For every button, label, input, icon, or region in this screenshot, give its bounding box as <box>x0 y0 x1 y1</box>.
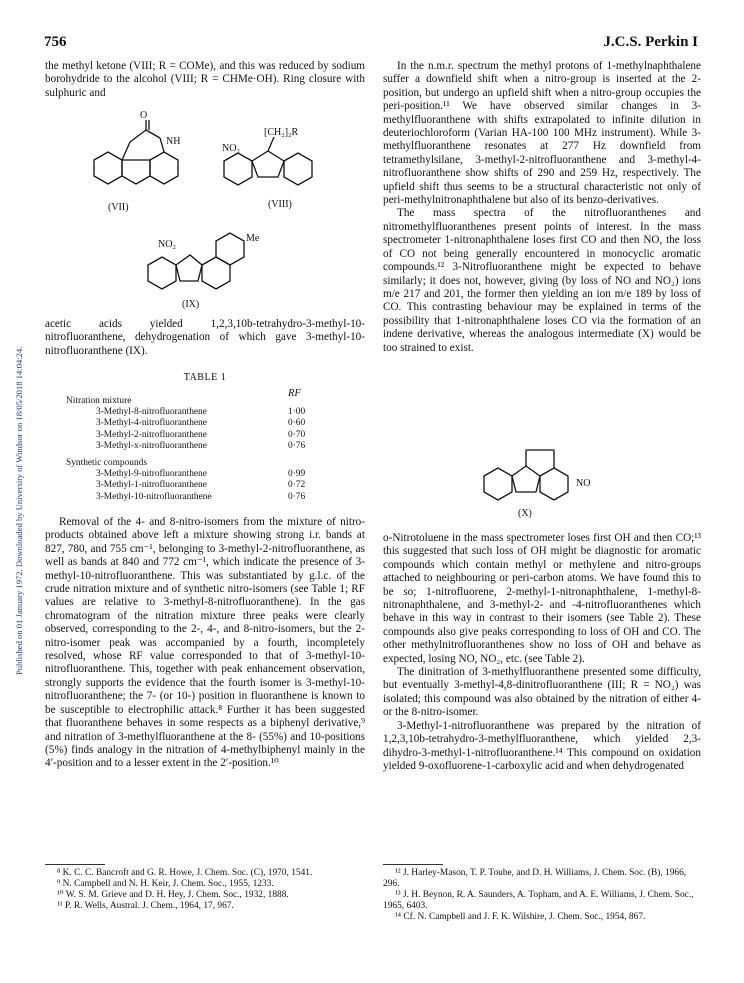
structure-x <box>478 440 608 525</box>
rf-value: 0·72 <box>288 480 306 491</box>
right-column-top <box>383 60 701 355</box>
footnote: ⁸ K. C. C. Bancroft and G. R. Howe, J. Chem. Soc. (C), 1970, 1541. <box>57 868 313 878</box>
footnote: ¹¹ P. R. Wells, Austral. J. Chem., 1964, 17, 967. <box>57 901 234 911</box>
table-row <box>66 469 326 480</box>
footnote: ¹³ J. H. Beynon, R. A. Saunders, A. Topham, and A. E. Williams, J. Chem. Soc., 1965, 6403. <box>383 890 694 911</box>
footnote: ¹⁴ Cf. N. Campbell and J. F. K. Wilshire, J. Chem. Soc., 1954, 867. <box>395 912 646 922</box>
footnote: ⁹ N. Campbell and N. H. Keir, J. Chem. Soc., 1955, 1233. <box>57 879 274 889</box>
compound-name: 3-Methyl-4-nitrofluoranthene <box>96 418 207 429</box>
table-row <box>66 492 326 503</box>
footnotes-right <box>383 868 701 923</box>
table-group-title: Synthetic compounds <box>66 458 147 469</box>
rf-value: 0·76 <box>288 491 306 502</box>
rf-value: 0·76 <box>288 440 306 451</box>
table-1-rf-header: RF <box>288 388 301 399</box>
left-para-3-text: Removal of the 4- and 8-nitro-isomers from the mixture of nitro-products obtained above left a mixture showing strong i.r. bands at 827, 780, and 755 cm⁻¹, belonging to 3-methyl-2-nitrofluoranthene, as well as bands at 840 and 772 cm⁻¹, which indicate the presence of 3-methyl-10-nitrofluoranthene. This was substantiated by g.l.c. of the crude nitration mixture and of synthetic nitro-isomers (see Table 1; RF values are relative to 3-methyl-8-nitrofluoranthene). In the gas chromatogram of the nitration mixture three peaks were clearly observed, corresponding to the 2-, 4-, and 8-nitro-isomers, but the 2-nitro-isomer peak was accompanied by a fourth, incompletely resolved, whose RF value corresponded to that of 3-methyl-10-nitrofluoranthene. This, together with peak enhancement observation, strongly supports the evidence that the fourth isomer is 3-methyl-10-nitrofluoranthene; the 7- (or 10-) position in fluoranthene is known to be susceptible to electrophilic attack.⁸ Further it has been suggested that fluoranthene behaves in some respects as a biphenyl derivative,⁹ and nitration of 3-methylfluoranthene at the 8- (55%) and 10-positions (5%) finds analogy in the nitration of 4-methylbiphenyl mainly in the 4′-position and to a lesser extent in the 2′-position.¹⁰ <box>45 516 365 770</box>
vii-nh: NH <box>166 136 181 147</box>
table-group-title: Nitration mixture <box>66 396 132 406</box>
vii-oxygen: O <box>140 110 148 121</box>
x-label: (X) <box>518 508 532 519</box>
left-paragraph-3 <box>45 516 365 771</box>
structure-ix <box>140 225 260 315</box>
left-paragraph-1 <box>45 60 365 100</box>
right-para-4-text: The dinitration of 3-methylfluoranthene presented some difficulty, but eventually 3-methyl-4,8-dinitrofluoranthene (III; R = NO₂) was isolated; this compound was also obtained by the nitration of either 4- or the 8-nitro-isomer. <box>383 666 701 719</box>
compound-name: 3-Methyl-1-nitrofluoranthene <box>96 480 207 491</box>
table-row <box>66 418 326 429</box>
page-number: 756 <box>44 34 67 50</box>
compound-name: 3-Methyl-x-nitrofluoranthene <box>96 440 207 451</box>
compound-name: 3-Methyl-8-nitrofluoranthene <box>96 407 207 418</box>
left-para-1-text: the methyl ketone (VIII; R = COMe), and this was reduced by sodium borohydride to the alcohol (VIII; R = CHMe·OH). Ring closure with sulphuric and <box>45 60 365 99</box>
viii-side-chain: [CH₂]₂R <box>264 127 299 138</box>
journal-title: J.C.S. Perkin I <box>603 34 698 50</box>
table-row <box>66 441 326 452</box>
ix-nitro: NO₂ <box>158 239 176 250</box>
vii-label: (VII) <box>108 202 129 213</box>
viii-nitro: NO₂ <box>222 143 240 154</box>
table-1 <box>66 396 326 503</box>
table-row <box>66 430 326 441</box>
rf-value: 0·70 <box>288 429 306 440</box>
download-notice-text: Published on 01 January 1972. Downloaded by University of Windsor on 18/05/2018 14:04:24. <box>14 346 24 675</box>
compound-name: 3-Methyl-2-nitrofluoranthene <box>96 429 207 440</box>
left-paragraph-2 <box>45 318 365 358</box>
footnote: ¹⁰ W. S. M. Grieve and D. H. Hey, J. Chem. Soc., 1932, 1888. <box>57 890 289 900</box>
table-row <box>66 407 326 418</box>
table-1-caption: TABLE 1 <box>183 372 227 383</box>
viii-label: (VIII) <box>268 199 292 210</box>
rf-value: 0·60 <box>288 418 306 429</box>
footnotes-left <box>45 868 365 912</box>
compound-name: 3-Methyl-9-nitrofluoranthene <box>96 469 207 480</box>
ix-methyl: Me <box>246 233 260 244</box>
x-nitroso: NO <box>576 478 591 489</box>
rf-value: 0·99 <box>288 469 306 480</box>
ix-label: (IX) <box>182 299 200 310</box>
right-para-1-text: In the n.m.r. spectrum the methyl protons of 1-methylnaphthalene suffer a downfield shift when a nitro-group is inserted at the 2-position, but undergo an upfield shift when a nitro-group occupies the peri-position.¹¹ We have observed similar changes in 3-methylfluoranthene with shifts extrapolated to infinite dilution in deuteriochloroform (Varian HA-100 100 MHz instrument). While 3-methylfluoranthene resonates at 277 Hz downfield from tetramethylsilane, 3-methyl-2-nitrofluoranthene and 3-methyl-4-nitrofluoranthene show shifts of 290 and 259 Hz, respectively. The upfield shift thus seems to be a structural characteristic not only of peri-methylnitronaphthalene but also of its benzo-derivatives. <box>383 60 701 207</box>
footnote: ¹² J. Harley-Mason, T. P. Toube, and D. H. Williams, J. Chem. Soc. (B), 1966, 296. <box>383 868 687 889</box>
download-notice[interactable] <box>2 120 24 680</box>
footnote-rule-right <box>383 864 443 865</box>
structure-vii <box>80 112 190 217</box>
right-para-5-text: 3-Methyl-1-nitrofluoranthene was prepared by the nitration of 1,2,3,10b-tetrahydro-3-methylfluoranthene, which yielded 2,3-dihydro-3-methyl-1-nitrofluoranthene.¹⁴ This compound on oxidation yielded 9-oxofluorene-1-carboxylic acid and when dehydrogenated <box>383 719 701 772</box>
rf-value: 1·00 <box>288 407 306 418</box>
structure-viii <box>218 125 338 220</box>
footnote-rule-left <box>45 864 105 865</box>
right-para-3-text: o-Nitrotoluene in the mass spectrometer loses first OH and then CO;¹³ this suggested that such loss of OH might be diagnostic for aromatic compounds which contain methyl or methylene and nitro-groups attached to neighbouring or peri-carbon atoms. We have found this to be so; 1-nitrofluorene, 2-methyl-1-nitronaphthalene, 1-methyl-8-nitronaphthalene, and 3-methyl-2- and -4-nitrofluoranthenes which behave in this way in contrast to their isomers (see Table 2). These compounds also give peaks corresponding to loss of OH and CO. The other methylnitrofluoranthenes show no loss of OH and behave as expected, losing NO, NO₂, etc. (see Table 2). <box>383 532 701 665</box>
table-row <box>66 480 326 491</box>
left-para-2-text: acetic acids yielded 1,2,3,10b-tetrahydro-3-methyl-10-nitrofluoranthene, dehydrogenation of which gave 3-methyl-10-nitrofluoranthene (IX). <box>45 318 365 357</box>
right-column-bottom <box>383 532 701 773</box>
compound-name: 3-Methyl-10-nitrofluoranthene <box>96 491 212 502</box>
right-para-2-text: The mass spectra of the nitrofluoranthenes and nitromethylfluoranthenes present points of interest. In the mass spectrometer 1-nitronaphthalene loses first CO and then NO, the loss of CO not being generally encountered in monocyclic aromatic compounds.¹² 3-Nitrofluoranthene might be expected to behave similarly; it does not, however, giving (by loss of NO and NO₂) ions m/e 217 and 201, the former then yielding an ion m/e 189 by loss of CO. This contrasting behaviour may be explained in terms of the possibility that 1-nitronaphthalene loses CO via the formation of an indene derivative, whereas the analogous intermediate (X) would be too strained to exist. <box>383 207 701 354</box>
